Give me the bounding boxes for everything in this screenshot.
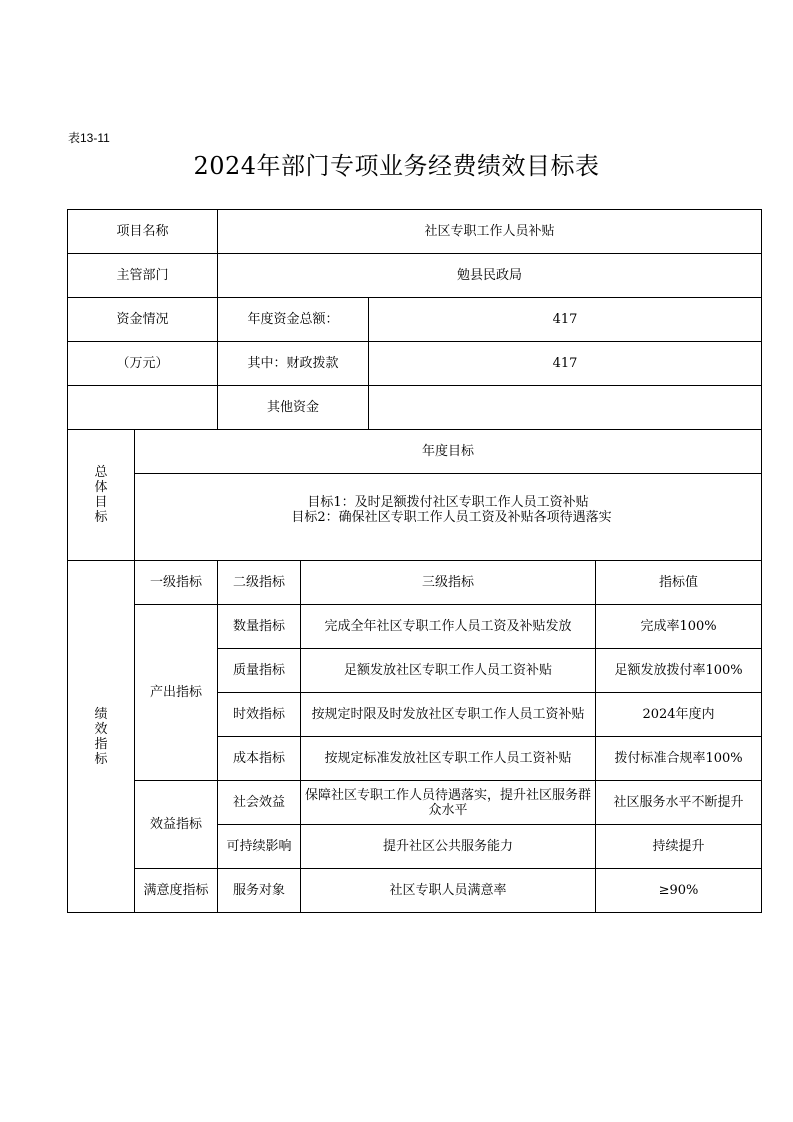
level2-cell: 质量指标 xyxy=(218,649,301,693)
level2-cell: 可持续影响 xyxy=(218,825,301,869)
level3-cell: 按规定标准发放社区专职工作人员工资补贴 xyxy=(301,737,596,781)
annual-goal-header: 年度目标 xyxy=(135,430,762,474)
value-cell: 完成率100% xyxy=(596,605,762,649)
benefit-indicator-label: 效益指标 xyxy=(135,781,218,869)
overall-goal-char: 总 xyxy=(94,465,108,480)
performance-char: 标 xyxy=(94,751,108,767)
level2-cell: 数量指标 xyxy=(218,605,301,649)
row-project-name xyxy=(68,210,762,254)
document-title: 2024年部门专项业务经费绩效目标表 xyxy=(193,152,600,180)
value-cell: 持续提升 xyxy=(596,825,762,869)
performance-char: 绩 xyxy=(94,706,108,722)
annual-goals-cell xyxy=(135,474,762,561)
other-funds-value xyxy=(369,386,762,430)
level2-cell: 服务对象 xyxy=(218,869,301,913)
fiscal-label: 其中：财政拨款 xyxy=(218,342,369,386)
other-funds-label: 其他资金 xyxy=(218,386,369,430)
empty-cell xyxy=(68,386,218,430)
table-row xyxy=(68,869,762,913)
level3-cell: 提升社区公共服务能力 xyxy=(301,825,596,869)
level2-cell: 成本指标 xyxy=(218,737,301,781)
goal-1: 目标1：及时足额拨付社区专职工作人员工资补贴 xyxy=(307,494,589,510)
level2-cell: 时效指标 xyxy=(218,693,301,737)
header-level2: 二级指标 xyxy=(218,561,301,605)
annual-total-value: 417 xyxy=(369,298,762,342)
value-cell: ≥90% xyxy=(596,869,762,913)
performance-char: 效 xyxy=(94,721,108,737)
output-indicator-label: 产出指标 xyxy=(135,605,218,781)
project-name-label: 项目名称 xyxy=(68,210,218,254)
funds-unit-label: （万元） xyxy=(68,342,218,386)
project-name-value: 社区专职工作人员补贴 xyxy=(218,210,762,254)
level3-cell: 保障社区专职工作人员待遇落实，提升社区服务群众水平 xyxy=(301,781,596,825)
header-level3: 三级指标 xyxy=(301,561,596,605)
overall-goal-char: 体 xyxy=(94,480,108,495)
overall-goal-char: 目 xyxy=(94,495,108,510)
level3-cell: 足额发放社区专职工作人员工资补贴 xyxy=(301,649,596,693)
value-cell: 2024年度内 xyxy=(596,693,762,737)
level3-cell: 完成全年社区专职工作人员工资及补贴发放 xyxy=(301,605,596,649)
value-cell: 社区服务水平不断提升 xyxy=(596,781,762,825)
department-label: 主管部门 xyxy=(68,254,218,298)
row-performance-header xyxy=(68,561,762,605)
goal-2: 目标2：确保社区专职工作人员工资及补贴各项待遇落实 xyxy=(291,509,612,525)
table-row xyxy=(68,781,762,825)
level2-cell: 社会效益 xyxy=(218,781,301,825)
satisfaction-indicator-label: 满意度指标 xyxy=(135,869,218,913)
value-cell: 拨付标准合规率100% xyxy=(596,737,762,781)
performance-char: 指 xyxy=(94,736,108,752)
fiscal-value: 417 xyxy=(369,342,762,386)
header-value: 指标值 xyxy=(596,561,762,605)
department-value: 勉县民政局 xyxy=(218,254,762,298)
value-cell: 足额发放拨付率100% xyxy=(596,649,762,693)
overall-goal-label xyxy=(68,430,135,561)
row-department xyxy=(68,254,762,298)
row-annual-goal-header xyxy=(68,430,762,474)
row-fiscal xyxy=(68,342,762,386)
table-row xyxy=(68,605,762,649)
row-annual-total xyxy=(68,298,762,342)
row-other-funds xyxy=(68,386,762,430)
level3-cell: 社区专职人员满意率 xyxy=(301,869,596,913)
table-number: 表13-11 xyxy=(68,131,110,145)
level3-cell: 按规定时限及时发放社区专职工作人员工资补贴 xyxy=(301,693,596,737)
performance-target-table xyxy=(67,209,762,913)
performance-indicator-label xyxy=(68,561,135,913)
funds-label: 资金情况 xyxy=(68,298,218,342)
overall-goal-char: 标 xyxy=(94,510,108,525)
header-level1: 一级指标 xyxy=(135,561,218,605)
row-annual-goals xyxy=(68,474,762,561)
annual-total-label: 年度资金总额： xyxy=(218,298,369,342)
